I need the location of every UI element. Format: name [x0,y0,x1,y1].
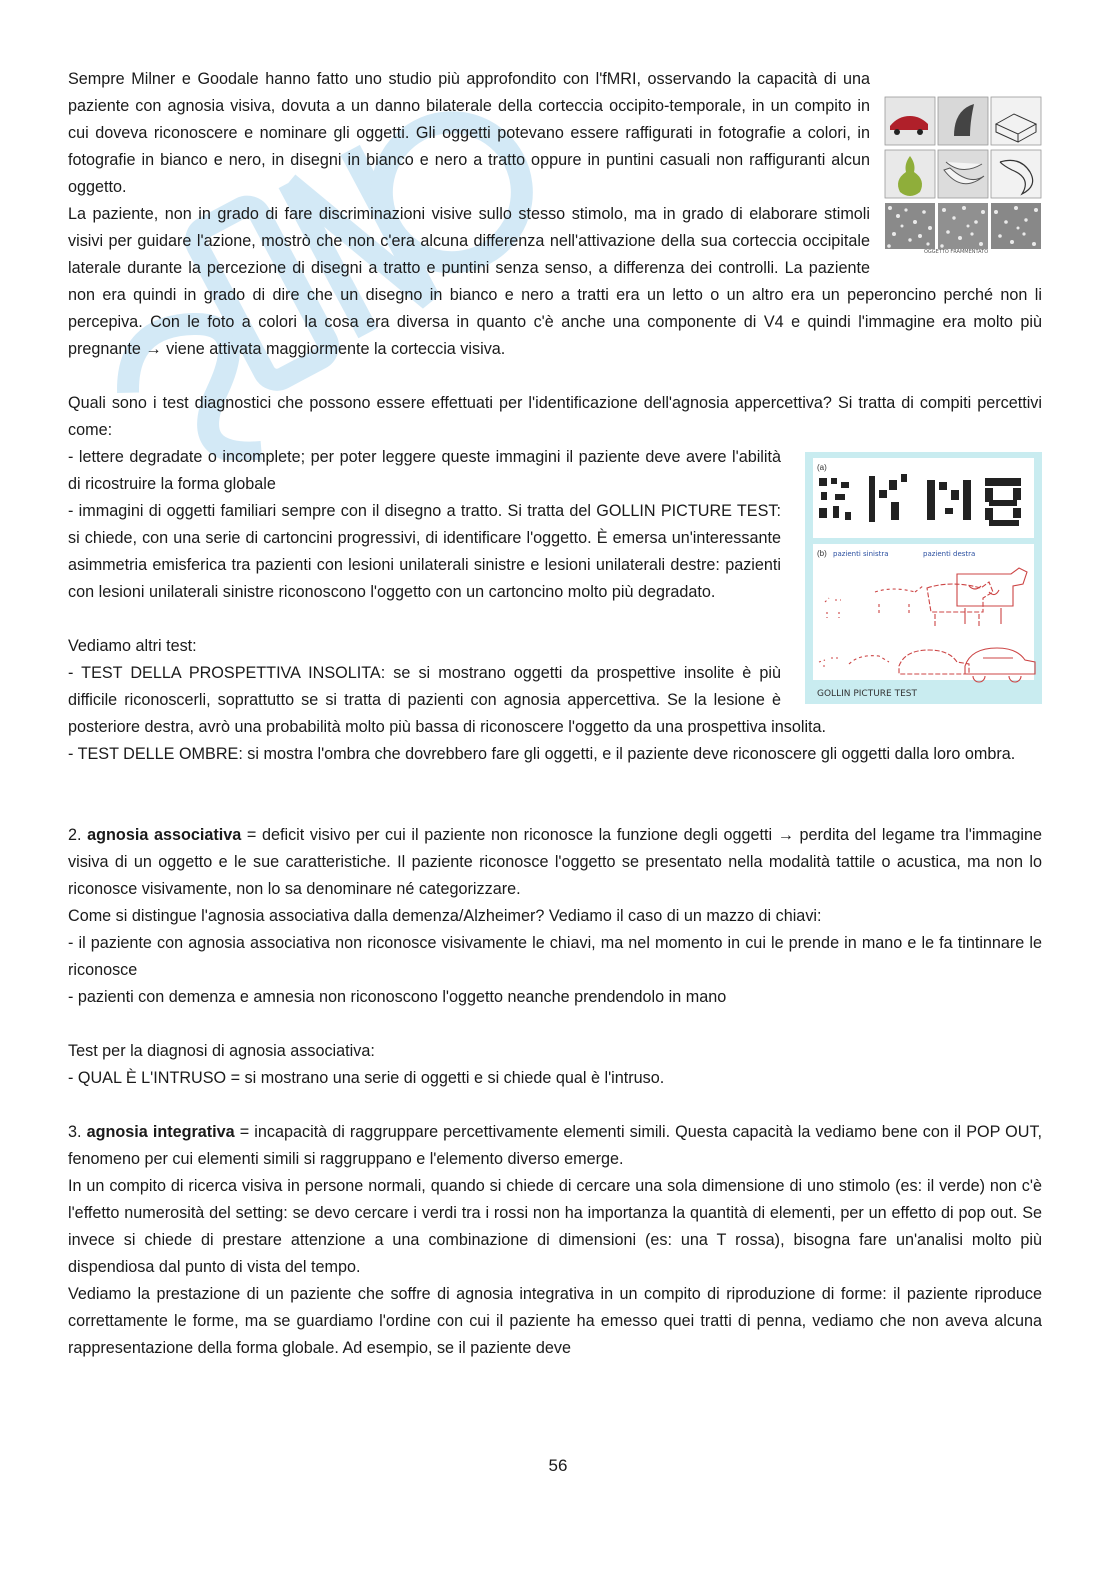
term-associative-agnosia: agnosia associativa [87,826,242,844]
paragraph-dementia-distinction: Come si distingue l'agnosia associativa dalla demenza/Alzheimer? Vediamo il caso di un mazzo di chiavi: [68,907,822,925]
definition-integrative-agnosia: = incapacità di raggruppare percettivamente elementi simili. Questa capacità la vediamo bene con il POP OUT, fenomeno per cui elementi simili si raggruppano e l'elemento diverso emerge. [68,1123,1043,1168]
paragraph-associative-tests: Test per la diagnosi di agnosia associativa: [68,1042,375,1060]
paragraph-keys-agnosia: - il paziente con agnosia associativa non riconosce visivamente le chiavi, ma nel momento in cui le prende in mano e le fa tintinnare le riconosce [68,934,1042,979]
paragraph-shape-reproduction: Vediamo la prestazione di un paziente che soffre di agnosia integrativa in un compito di riproduzione di forme: il paziente riproduce correttamente le forme, ma se guardiamo l'ordine con cui il paziente ha emesso quei tratti di penna, vediamo che non aveva alcuna rappresentazione della forma globale. Ad esempio, se il paziente deve [68,1285,1042,1357]
figure-note-right: pazienti destra [923,550,976,558]
paragraph-visual-search: In un compito di ricerca visiva in persone normali, quando si chiede di cercare una sola dimensione di uno stimolo (es: il verde) non c'è l'effetto numerosità del setting: se devo cercare i verdi tra i rossi non ha importanza la quantità di elementi, per un effetto di pop out. Se invece si chiede di prestare attenzione a una combinazione di dimensioni (es: una T rossa), bisogna fare un'analisi molto più dispendiosa dal punto di vista del tempo. [68,1177,1042,1276]
paragraph-diagnostic-tests: Quali sono i test diagnostici che possono essere effettuati per l'identificazione dell'agnosia appercettiva? Si tratta di compiti percettivi come: [68,394,1042,439]
figure-object-images [884,96,1042,254]
figure-label-b: (b) [817,549,827,558]
definition-associative-agnosia: = deficit visivo per cui il paziente non riconosce la funzione degli oggetti → perdita del legame tra l'immagine visiva di un oggetto e le sue caratteristiche. Il paziente riconosce l'oggetto se presentato nella modalità tattile o acustica, ma non lo riconosce visivamente, non lo sa denominare né categorizzare. [68,826,1043,898]
figure-caption-fragmented-object: OGGETTO FRAMMENTATO [924,249,989,254]
paragraph-unusual-perspective: - TEST DELLA PROSPETTIVA INSOLITA: se si mostrano oggetti da prospettive insolite è più difficile riconoscerli, soprattutto se si tratta di pazienti con agnosia appercettiva. Se la lesione è posteriore destra, avrò una probabilità molto più bassa di riconoscere l'oggetto da una prospettiva insolita. [68,664,827,736]
paragraph-intruder-test: - QUAL È L'INTRUSO = si mostrano una serie di oggetti e si chiede qual è l'intruso. [68,1069,665,1087]
page-number: 56 [548,1456,568,1475]
term-integrative-agnosia: agnosia integrativa [86,1123,235,1141]
figure-note-left: pazienti sinistra [833,550,889,558]
document-body [68,66,1042,1362]
paragraph-milner-goodale: Sempre Milner e Goodale hanno fatto uno studio più approfondito con l'fMRI, osservando la capacità di una paziente con agnosia visiva, dovuta a un danno bilaterale della corteccia occipito-temporale, in un compito in cui doveva riconoscere e nominare gli oggetti. Gli oggetti potevano essere raffigurati in fotografie a colori, in fotografie in bianco e nero, in disegni in bianco e nero a tratto oppure in puntini casuali non raffiguranti alcun oggetto. [68,70,870,196]
paragraph-shadow-test: - TEST DELLE OMBRE: si mostra l'ombra che dovrebbero fare gli oggetti, e il paziente deve riconoscere gli oggetti dalla loro ombra. [68,745,1016,763]
paragraph-degraded-letters: - lettere degradate o incomplete; per poter leggere queste immagini il paziente deve avere l'abilità di ricostruire la forma globale [68,448,781,493]
paragraph-patient-results: La paziente, non in grado di fare discriminazioni visive sullo stesso stimolo, ma in grado di elaborare stimoli visivi per guidare l'azione, mostrò che non c'era alcuna differenza nell'attivazione della sua corteccia occipitale laterale durante la percezione di disegni a tratto e puntini senza senso, a differenza dei controlli. La paziente non era quindi in grado di dire che un disegno in bianco e nero a tratti era un letto o un altro era un peperoncino perché non li percepiva. Con le foto a colori la cosa era diversa in quanto c'è anche una componente di V4 e quindi l'immagine era molto più pregnante → viene attivata maggiormente la corteccia visiva. [68,205,1042,358]
figure-gollin-picture-test [805,452,1042,704]
figure-caption-gollin: GOLLIN PICTURE TEST [817,689,917,699]
section-number-3: 3. [68,1123,82,1141]
section-number-2: 2. [68,826,82,844]
paragraph-gollin-test: - immagini di oggetti familiari sempre con il disegno a tratto. Si tratta del GOLLIN PICTURE TEST: si chiede, con una serie di cartoncini progressivi, di identificare l'oggetto. È emersa un'interessante asimmetria emisferica tra pazienti con lesioni unilaterali sinistre e lesioni unilaterali destre: pazienti con lesioni unilaterali sinistre riconoscono l'oggetto con un cartoncino molto più degradato. [68,502,781,601]
paragraph-other-tests: Vediamo altri test: [68,637,197,655]
figure-label-a: (a) [817,463,827,472]
paragraph-integrative-agnosia [68,1119,1042,1173]
paragraph-keys-dementia: - pazienti con demenza e amnesia non riconoscono l'oggetto neanche prendendolo in mano [68,988,727,1006]
paragraph-associative-agnosia [68,822,1042,903]
